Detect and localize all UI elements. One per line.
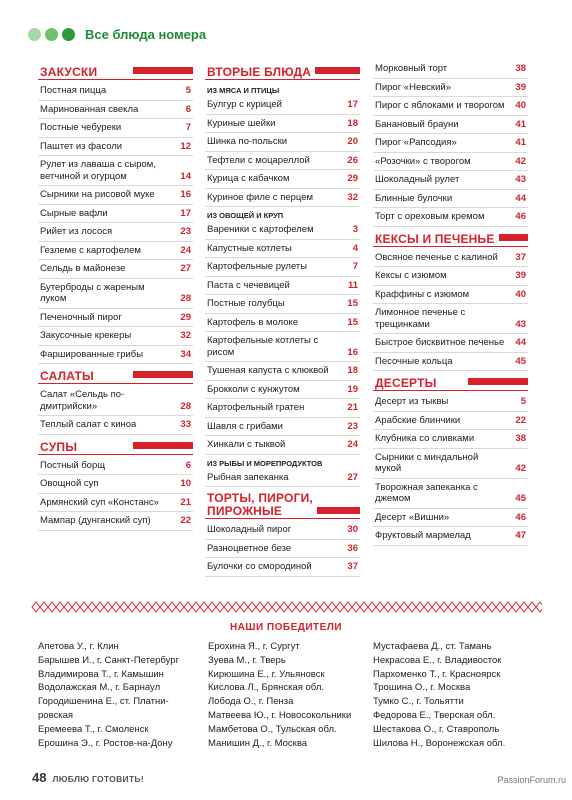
dish-name: Песочные кольца	[375, 355, 453, 367]
index-entry	[373, 116, 528, 135]
dish-name: Куриные шейки	[207, 117, 276, 129]
index-entry	[373, 353, 528, 372]
page-ref: 5	[520, 396, 526, 407]
page-ref: 18	[347, 117, 358, 129]
index-entry	[205, 381, 360, 400]
index-entry	[38, 386, 193, 416]
page-ref: 26	[347, 154, 358, 166]
index-entry	[205, 418, 360, 437]
index-entry	[205, 399, 360, 418]
dish-name: Разноцветное безе	[207, 542, 292, 554]
index-entry	[373, 153, 528, 172]
winner-name: Водолажская М., г. Барнаул	[38, 682, 161, 694]
section-rule	[373, 246, 528, 247]
ornament-divider	[30, 600, 542, 614]
dish-name: Фруктовый мармелад	[375, 530, 471, 541]
section-header	[373, 375, 528, 391]
section-title: ДЕСЕРТЫ	[375, 376, 441, 390]
page-ref: 28	[180, 400, 191, 412]
index-entry	[373, 60, 528, 79]
page-ref: 15	[347, 316, 358, 328]
index-entry	[38, 279, 193, 309]
dish-name: Шавля с грибами	[207, 420, 283, 432]
index-entry	[373, 430, 528, 449]
index-entry	[373, 412, 528, 431]
winner-name: Пархоменко Т., г. Красноярск	[373, 668, 501, 680]
dish-name: Постный борщ	[40, 459, 106, 471]
page-ref: 30	[347, 524, 358, 535]
section-rule	[205, 79, 360, 80]
magazine-name: ЛЮБЛЮ ГОТОВИТЬ!	[52, 774, 144, 784]
section-title: ВТОРЫЕ БЛЮДА	[207, 65, 315, 79]
page-ref: 44	[515, 337, 526, 348]
dish-name: Пирог с яблоками и творогом	[375, 100, 505, 111]
winner-name: Некрасова Е., г. Владивосток	[373, 654, 502, 666]
section-header	[38, 64, 193, 80]
index-entry	[205, 152, 360, 171]
index-column-3	[373, 60, 528, 546]
page-ref: 34	[180, 348, 191, 360]
index-entry	[38, 309, 193, 328]
dish-name: Лимонное печенье с трещинками	[375, 307, 466, 330]
index-entry	[38, 346, 193, 365]
subsection-title: ИЗ МЯСА И ПТИЦЫ	[207, 86, 280, 95]
winner-name: Апетова У., г. Клин	[38, 641, 119, 652]
index-entry	[373, 134, 528, 153]
page-ref: 40	[515, 100, 526, 111]
dish-name: Арабские блинчики	[375, 414, 461, 426]
dish-name: Печеночный пирог	[40, 311, 122, 323]
index-entry	[373, 334, 528, 353]
green-dot-icon	[28, 28, 41, 41]
section-rule	[373, 390, 528, 391]
dish-name: Десерт «Вишни»	[375, 511, 450, 523]
page-header	[28, 24, 206, 44]
page-ref: 45	[515, 355, 526, 367]
page-ref: 29	[180, 311, 191, 323]
index-entry	[373, 267, 528, 286]
index-entry	[205, 240, 360, 259]
dish-name: Вареники с картофелем	[207, 224, 314, 235]
index-entry	[38, 416, 193, 435]
index-entry	[38, 138, 193, 157]
page-ref: 12	[180, 140, 191, 152]
index-entry	[373, 527, 528, 546]
page-ref: 23	[347, 420, 358, 432]
index-entry	[205, 362, 360, 381]
index-entry	[38, 223, 193, 242]
page-ref: 43	[515, 174, 526, 185]
page-ref: 40	[515, 288, 526, 300]
dish-name: Бутерброды с жареным луком	[40, 281, 145, 304]
green-dot-icon	[45, 28, 58, 41]
page-ref: 5	[185, 85, 191, 96]
page-ref: 21	[180, 496, 191, 508]
dish-name: Торт с ореховым кремом	[375, 211, 485, 222]
page-ref: 38	[515, 433, 526, 444]
index-entry	[205, 540, 360, 559]
page-ref: 36	[347, 542, 358, 554]
dish-name: «Розочки» с творогом	[375, 155, 471, 167]
dish-name: Тушеная капуста с клюквой	[207, 365, 329, 376]
dish-name: Морковный торт	[375, 63, 448, 74]
section-bar	[133, 371, 193, 378]
page-ref: 22	[515, 414, 526, 426]
dish-name: Теплый салат с киноа	[40, 419, 137, 430]
index-entry	[373, 479, 528, 509]
dish-name: Картофельные рулеты	[207, 261, 308, 272]
dish-name: Пирог «Невский»	[375, 81, 451, 93]
page-ref: 15	[347, 298, 358, 309]
section-header	[38, 368, 193, 384]
dish-name: Постная пицца	[40, 85, 107, 96]
dish-name: Сырные вафли	[40, 207, 108, 219]
dish-name: Тефтели с моцареллой	[207, 154, 310, 166]
dish-name: Быстрое бисквитное печенье	[375, 337, 505, 348]
winner-name: Шестакова О., г. Ставрополь	[373, 723, 500, 735]
section-bar	[133, 442, 193, 449]
index-entry	[205, 332, 360, 362]
section-bar	[133, 67, 193, 74]
index-entry	[373, 286, 528, 305]
index-entry	[38, 156, 193, 186]
dish-name: Банановый брауни	[375, 118, 459, 130]
winners-column-1	[38, 640, 213, 750]
index-entry	[38, 82, 193, 101]
page-ref: 17	[180, 207, 191, 219]
section-rule	[38, 454, 193, 455]
dish-name: Куриное филе с перцем	[207, 191, 314, 203]
dish-name: Картофельные котлеты с рисом	[207, 335, 319, 358]
page-ref: 38	[515, 63, 526, 74]
page-ref: 7	[185, 122, 191, 133]
dish-name: Постные голубцы	[207, 298, 285, 309]
page-footer	[32, 770, 144, 785]
dish-name: Салат «Сельдь по-дмитрийски»	[40, 389, 125, 412]
page-ref: 24	[180, 244, 191, 256]
section-rule	[38, 79, 193, 80]
dish-name: Краффины с изюмом	[375, 288, 470, 300]
page-ref: 16	[180, 189, 191, 200]
dish-name: Сырники на рисовой муке	[40, 189, 155, 200]
index-entry	[205, 221, 360, 240]
dish-name: Фаршированные грибы	[40, 348, 144, 360]
index-entry	[38, 119, 193, 138]
index-entry	[205, 170, 360, 189]
page-ref: 42	[515, 463, 526, 474]
index-entry	[205, 469, 360, 488]
winner-name: Тумко С., г. Тольятти	[373, 696, 464, 708]
dish-name: Рийет из лосося	[40, 226, 113, 237]
page-ref: 27	[180, 263, 191, 274]
section-title: ТОРТЫ, ПИРОГИ, ПИРОЖНЫЕ	[207, 492, 317, 518]
page-ref: 6	[185, 459, 191, 471]
index-entry	[205, 558, 360, 577]
subsection-title: ИЗ РЫБЫ И МОРЕПРОДУКТОВ	[207, 458, 323, 468]
index-entry	[373, 171, 528, 190]
index-entry	[205, 314, 360, 333]
winner-name: Кислова Л., Брянская обл.	[208, 682, 325, 694]
page-ref: 43	[515, 318, 526, 330]
page-ref: 44	[515, 192, 526, 204]
index-entry	[373, 393, 528, 412]
dish-name: Шинка по-польски	[207, 136, 288, 147]
section-title: КЕКСЫ И ПЕЧЕНЬЕ	[375, 232, 499, 246]
page-ref: 45	[515, 493, 526, 504]
page-ref: 3	[352, 224, 358, 235]
winners-column-2	[208, 640, 383, 750]
page-ref: 47	[515, 530, 526, 541]
index-entry	[373, 208, 528, 227]
dish-name: Булгур с курицей	[207, 99, 282, 110]
dish-name: Творожная запеканка с джемом	[375, 481, 478, 504]
index-entry	[38, 260, 193, 279]
index-entry	[205, 295, 360, 314]
watermark: PassionForum.ru	[497, 775, 566, 785]
winner-name: Матвеева Ю., г. Новосокольники	[208, 709, 352, 721]
page-ref: 18	[347, 365, 358, 376]
dish-name: Армянский суп «Констанс»	[40, 496, 159, 508]
index-entry	[373, 190, 528, 209]
index-entry	[38, 457, 193, 476]
dish-name: Паштет из фасоли	[40, 140, 123, 152]
dish-name: Сырники с миндальной мукой	[375, 451, 479, 474]
page-ref: 4	[352, 242, 358, 254]
page-ref: 19	[347, 383, 358, 395]
section-rule	[38, 383, 193, 384]
index-entry	[38, 512, 193, 531]
dish-name: Картофель в молоке	[207, 316, 299, 328]
subsection-title: ИЗ ОВОЩЕЙ И КРУП	[207, 211, 284, 220]
dish-name: Овсяное печенье с калиной	[375, 251, 498, 263]
section-bar	[468, 378, 528, 385]
page-ref: 46	[515, 211, 526, 222]
index-entry	[205, 189, 360, 208]
index-entry	[38, 186, 193, 205]
winner-name: Мустафаева Д., ст. Тамань	[373, 641, 492, 652]
winner-name: Городишенина Е., ст. Платни-	[38, 696, 169, 708]
winner-name: Трошина О., г. Москва	[373, 682, 471, 694]
winner-name: Владимирова Т., г. Камышин	[38, 668, 164, 680]
page-ref: 11	[347, 279, 358, 291]
page-ref: 24	[347, 439, 358, 450]
index-entry	[373, 304, 528, 334]
dish-name: Клубника со сливками	[375, 433, 475, 444]
index-entry	[205, 277, 360, 296]
dish-name: Рулет из лаваша с сыром, ветчиной и огурцом	[40, 159, 156, 182]
index-column-2	[205, 60, 360, 577]
page-ref: 29	[347, 173, 358, 184]
section-title: САЛАТЫ	[40, 369, 98, 383]
section-header	[205, 64, 360, 80]
page-ref: 10	[180, 478, 191, 489]
dish-name: Пирог «Рапсодия»	[375, 137, 457, 148]
page-ref: 20	[347, 136, 358, 147]
winner-name: Лобода О., г. Пенза	[208, 696, 294, 708]
index-entry	[38, 205, 193, 224]
page-ref: 37	[515, 251, 526, 263]
page-ref: 28	[180, 293, 191, 304]
index-entry	[205, 436, 360, 455]
page-ref: 32	[180, 330, 191, 341]
index-entry	[373, 249, 528, 268]
page-ref: 27	[347, 471, 358, 483]
page-ref: 39	[515, 81, 526, 93]
index-entry	[373, 449, 528, 479]
winners-column-3	[373, 640, 548, 750]
section-rule	[205, 518, 360, 519]
section-header	[38, 439, 193, 455]
page-ref: 41	[515, 137, 526, 148]
winner-name: Мамбетова О., Тульская обл.	[208, 723, 337, 735]
page-ref: 22	[180, 515, 191, 526]
section-header	[205, 491, 360, 519]
page-ref: 17	[347, 99, 358, 110]
page-ref: 6	[185, 103, 191, 115]
page-ref: 46	[515, 511, 526, 523]
index-entry	[205, 96, 360, 115]
winner-name: Барышев И., г. Санкт-Петербург	[38, 654, 180, 666]
index-entry	[38, 475, 193, 494]
winner-name: Кирюшина Е., г. Ульяновск	[208, 668, 325, 680]
index-entry	[373, 509, 528, 528]
dish-name: Шоколадный рулет	[375, 174, 460, 185]
section-title: СУПЫ	[40, 440, 81, 454]
index-entry	[38, 101, 193, 120]
green-dot-icon	[62, 28, 75, 41]
dish-name: Гезлеме с картофелем	[40, 244, 141, 256]
dish-name: Курица с кабачком	[207, 173, 290, 184]
page-ref: 39	[515, 270, 526, 281]
dish-name: Сельдь в майонезе	[40, 263, 126, 274]
dish-name: Булочки со смородиной	[207, 561, 312, 572]
index-entry	[373, 97, 528, 116]
dish-name: Капустные котлеты	[207, 242, 292, 254]
winner-name: Ерошина Э., г. Ростов-на-Дону	[38, 737, 173, 749]
dish-name: Мампар (дунганский суп)	[40, 515, 151, 526]
page-ref: 23	[180, 226, 191, 237]
page-ref: 32	[347, 191, 358, 203]
index-entry	[38, 327, 193, 346]
winner-name: Манишин Д., г. Москва	[208, 737, 308, 749]
index-column-1	[38, 60, 193, 531]
dish-name: Паста с чечевицей	[207, 279, 290, 291]
page-ref: 14	[180, 170, 191, 182]
dish-name: Десерт из тыквы	[375, 396, 449, 407]
section-header	[373, 231, 528, 247]
page-ref: 41	[515, 118, 526, 130]
winner-name: Зуева М., г. Тверь	[208, 654, 286, 666]
winners-title: НАШИ ПОБЕДИТЕЛИ	[229, 622, 343, 633]
dish-name: Брокколи с кунжутом	[207, 383, 300, 395]
index-entry	[205, 258, 360, 277]
section-title: ЗАКУСКИ	[40, 65, 101, 79]
winner-name: Еремеева Т., г. Смоленск	[38, 723, 149, 735]
page-ref: 33	[180, 419, 191, 430]
dish-name: Блинные булочки	[375, 192, 453, 204]
dish-name: Постные чебуреки	[40, 122, 122, 133]
page-ref: 42	[515, 155, 526, 167]
dish-name: Шоколадный пирог	[207, 524, 292, 535]
dish-name: Хинкали с тыквой	[207, 439, 286, 450]
dish-name: Маринованная свекла	[40, 103, 139, 115]
page-title: Все блюда номера	[85, 26, 207, 42]
index-entry	[373, 79, 528, 98]
winner-name: ровская	[38, 709, 74, 721]
dish-name: Картофельный гратен	[207, 402, 305, 413]
index-entry	[38, 242, 193, 261]
index-entry	[205, 115, 360, 134]
page-ref: 21	[347, 402, 358, 413]
page-ref: 16	[347, 346, 358, 358]
page-ref: 37	[347, 561, 358, 572]
page-ref: 7	[352, 261, 358, 272]
page-number: 48	[32, 770, 47, 785]
index-entry	[205, 521, 360, 540]
winner-name: Ерохина Я., г. Сургут	[208, 641, 300, 652]
dish-name: Овощной суп	[40, 478, 99, 489]
winner-name: Федорова Е., Тверская обл.	[373, 709, 496, 721]
dish-name: Закусочные крекеры	[40, 330, 132, 341]
index-entry	[205, 133, 360, 152]
index-entry	[38, 494, 193, 513]
dish-name: Кексы с изюмом	[375, 270, 447, 281]
dish-name: Рыбная запеканка	[207, 471, 289, 483]
winner-name: Шилова Н., Воронежская обл.	[373, 737, 506, 749]
